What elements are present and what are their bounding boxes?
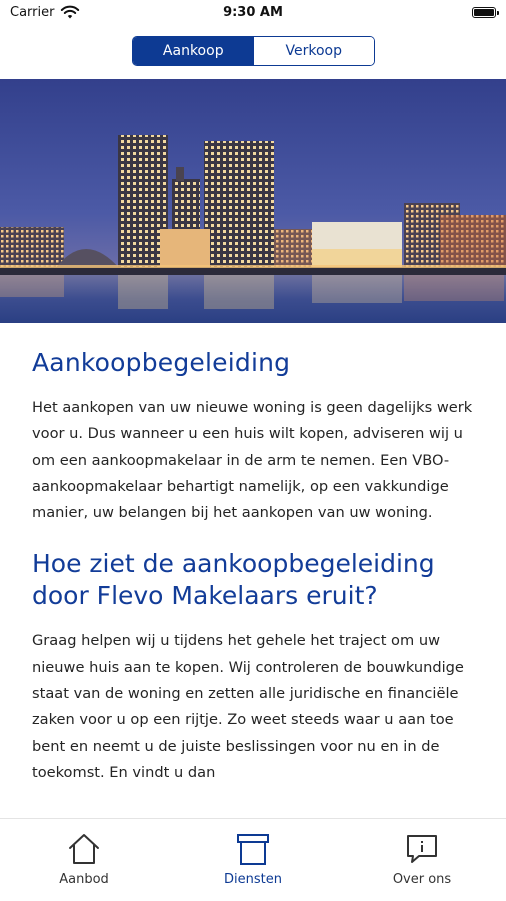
tab-label-over-ons: Over ons [392, 872, 452, 887]
segmented-control [132, 36, 375, 66]
info-bubble-icon [404, 831, 440, 867]
tab-label-diensten: Diensten [224, 872, 282, 887]
box-icon [235, 831, 271, 867]
tab-aanbod[interactable] [24, 819, 144, 901]
tab-over-ons[interactable] [362, 819, 482, 901]
page-title: Aankoopbegeleiding [32, 348, 291, 377]
section-heading: Hoe ziet de aankoopbegeleiding door Flevo Makelaars eruit? [32, 549, 435, 611]
home-icon [66, 831, 102, 867]
content-scroll-area[interactable] [32, 323, 476, 818]
battery-icon [472, 7, 496, 18]
clock: 9:30 AM [223, 5, 283, 20]
body-paragraph: Graag helpen wij u tijdens het gehele het traject om uw nieuwe huis aan te kopen. Wij controleren de bouwkundige staat van de woning en zetten alle juridische en financiële zaken voor u op een rijtje. Zo weet steeds waar u aan toe bent en neemt u de juiste beslissingen voor nu en in de toekomst. En vindt u dan [32, 632, 464, 781]
segment-verkoop[interactable]: Verkoop [254, 37, 375, 65]
tab-bar [0, 818, 506, 901]
tab-diensten[interactable] [193, 819, 313, 901]
tab-label-aanbod: Aanbod [59, 872, 109, 887]
status-bar [0, 0, 506, 26]
segment-aankoop[interactable]: Aankoop [133, 37, 254, 65]
carrier-label: Carrier [10, 5, 55, 20]
city-skyline-photo [0, 79, 506, 323]
hero-image [0, 79, 506, 323]
intro-paragraph: Het aankopen van uw nieuwe woning is geen dagelijks werk voor u. Dus wanneer u een huis wilt kopen, adviseren wij u om een aankoopmakelaar in de arm te nemen. Een VBO-aankoopmakelaar behartigt namelijk, op een vakkundige manier, uw belangen bij het aankopen van uw woning. [32, 399, 473, 522]
